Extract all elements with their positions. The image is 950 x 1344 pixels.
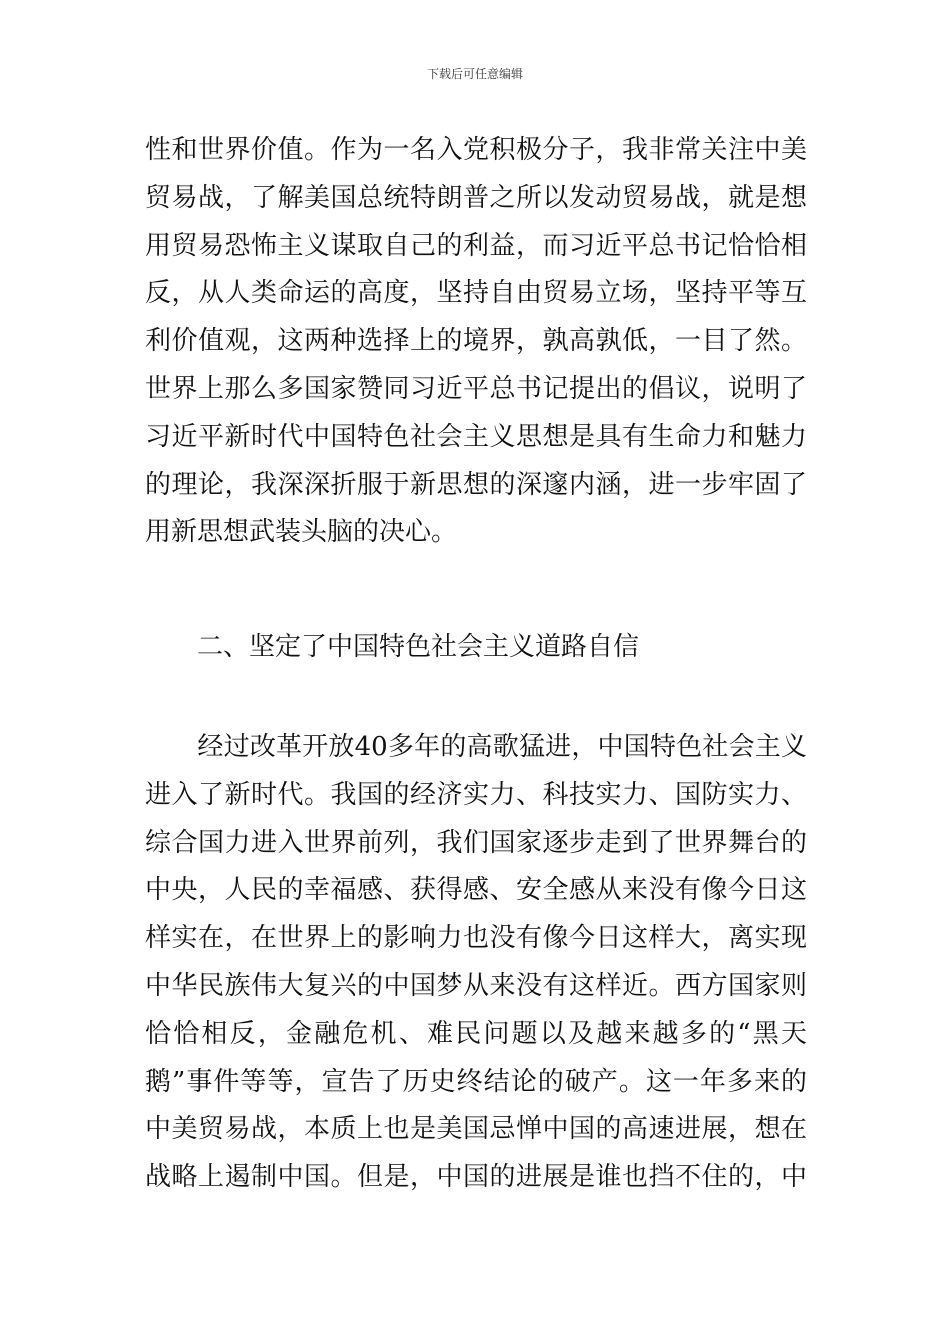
page-header-note: 下载后可任意编辑 [426, 67, 523, 81]
paragraph-line: 中央，人民的幸福感、获得感、安全感从来没有像今日这 [145, 875, 807, 906]
paragraph-line: 鹅”事件等等，宣告了历史终结论的破产。这一年多来的 [145, 1066, 807, 1097]
paragraph-line: 战略上遏制中国。但是，中国的进展是谁也挡不住的，中 [145, 1162, 807, 1193]
paragraph-line: 中美贸易战，本质上也是美国忌惮中国的高速进展，想在 [145, 1114, 807, 1145]
paragraph-line: 性和世界价值。作为一名入党积极分子，我非常关注中美 [145, 135, 807, 165]
body-paragraph-2 [145, 724, 807, 1202]
paragraph-line: 世界上那么多国家赞同习近平总书记提出的倡议，说明了 [145, 373, 807, 404]
paragraph-line: 经过改革开放40多年的高歌猛进，中国特色社会主义 [145, 732, 807, 762]
section-heading: 二、坚定了中国特色社会主义道路自信 [197, 632, 640, 662]
paragraph-line: 利价值观，这两种选择上的境界，孰高孰低，一目了然。 [145, 326, 807, 357]
paragraph-line: 中华民族伟大复兴的中国梦从来没有这样近。西方国家则 [145, 970, 807, 1001]
paragraph-line: 进入了新时代。我国的经济实力、科技实力、国防实力、 [145, 779, 807, 810]
paragraph-line: 的理论，我深深折服于新思想的深邃内涵，进一步牢固了 [145, 469, 807, 500]
paragraph-line: 贸易战，了解美国总统特朗普之所以发动贸易战，就是想 [145, 182, 807, 213]
body-paragraph-1 [145, 127, 807, 557]
paragraph-line: 样实在，在世界上的影响力也没有像今日这样大，离实现 [145, 923, 807, 954]
paragraph-line: 恰恰相反，金融危机、难民问题以及越来越多的“黑天 [145, 1018, 807, 1049]
paragraph-line: 习近平新时代中国特色社会主义思想是具有生命力和魅力 [145, 421, 807, 452]
paragraph-line: 反，从人类命运的高度，坚持自由贸易立场，坚持平等互 [145, 278, 807, 309]
paragraph-line: 用新思想武装头脑的决心。 [145, 517, 458, 548]
paragraph-line: 综合国力进入世界前列，我们国家逐步走到了世界舞台的 [145, 827, 807, 858]
paragraph-line: 用贸易恐怖主义谋取自己的利益，而习近平总书记恰恰相 [145, 230, 807, 261]
